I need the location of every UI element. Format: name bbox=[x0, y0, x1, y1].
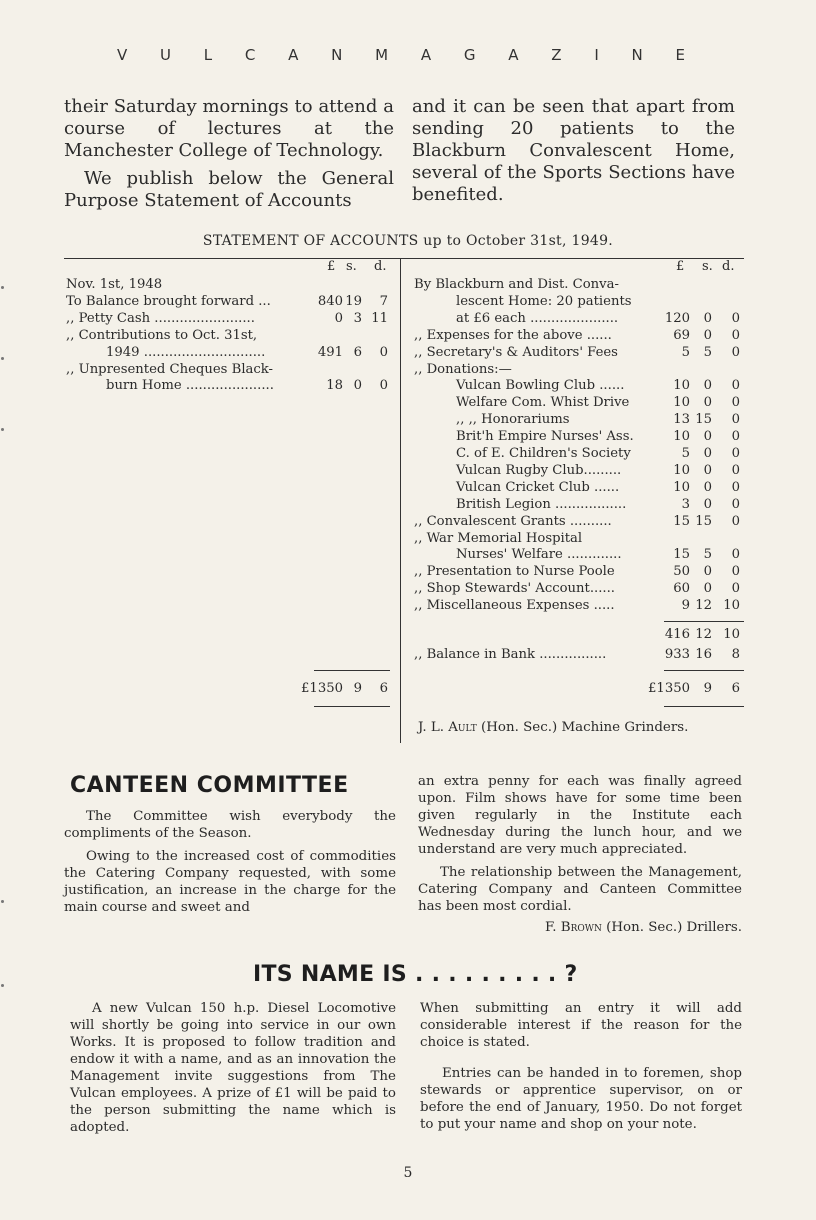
receipt-amount-pounds: 18 bbox=[326, 378, 343, 394]
receipt-line: burn Home ..................... bbox=[106, 378, 274, 394]
payment-amount-shillings: 0 bbox=[703, 395, 712, 411]
payment-amount-shillings: 0 bbox=[703, 310, 712, 326]
payment-line: C. of E. Children's Society bbox=[456, 446, 631, 461]
payment-line: Vulcan Cricket Club ...... bbox=[456, 479, 620, 495]
payment-amount-pence: 10 bbox=[723, 598, 740, 614]
receipts-total-pence: 6 bbox=[379, 681, 388, 696]
payments-subtotal-rule bbox=[664, 670, 744, 671]
payment-line: ,, ,, Honorariums bbox=[456, 412, 570, 428]
payment-line: lescent Home: 20 patients bbox=[456, 293, 632, 309]
payment-line: By Blackburn and Dist. Conva- bbox=[414, 277, 619, 292]
canteen-heading: CANTEEN COMMITTEE bbox=[70, 773, 349, 798]
payment-line: ,, Convalescent Grants .......... bbox=[414, 513, 612, 529]
payment-amount-pounds: 10 bbox=[673, 429, 690, 445]
name-contest-left-column bbox=[70, 1000, 396, 1136]
payment-amount-pounds: 3 bbox=[681, 496, 690, 512]
receipt-amount-shillings: 19 bbox=[345, 293, 362, 309]
receipt-amount-shillings: 6 bbox=[353, 344, 362, 360]
payment-amount-shillings: 0 bbox=[703, 496, 712, 512]
margin-mark bbox=[1, 984, 4, 987]
margin-mark bbox=[1, 900, 4, 903]
payment-amount-pounds: 15 bbox=[673, 547, 690, 563]
payment-amount-pence: 0 bbox=[731, 496, 740, 512]
receipt-line: To Balance brought forward ... bbox=[66, 293, 271, 309]
payment-amount-pence: 0 bbox=[731, 395, 740, 411]
payment-amount-pounds: 5 bbox=[681, 344, 690, 360]
payment-line: ,, Presentation to Nurse Poole bbox=[414, 564, 615, 580]
receipts-total-rule bbox=[314, 670, 390, 671]
payment-line: British Legion ................. bbox=[456, 496, 627, 512]
payment-amount-pence: 0 bbox=[731, 310, 740, 326]
payment-amount-pence: 0 bbox=[731, 429, 740, 445]
intro-right-paragraph-1: and it can be seen that apart from sending 20 patients to the Blackburn Convalescent Home, several of the Sports Sections have benefited. bbox=[412, 96, 735, 205]
name-contest-paragraph-3: Entries can be handed in to foremen, shop stewards or apprentice supervisor, on or before the end of January, 1950. Do not forget to put your name and shop on your note. bbox=[420, 1066, 742, 1132]
accounts-signature-role: (Hon. Sec.) Machine Grinders. bbox=[476, 720, 689, 735]
payment-amount-pounds: 10 bbox=[673, 479, 690, 495]
payment-amount-shillings: 0 bbox=[703, 429, 712, 445]
payment-line: ,, Miscellaneous Expenses ..... bbox=[414, 598, 615, 614]
receipts-shillings-header: s. bbox=[346, 259, 357, 274]
receipt-amount-pounds: 491 bbox=[317, 344, 343, 360]
payments-pounds-header: £ bbox=[676, 259, 685, 274]
canteen-paragraph-3: an extra penny for each was finally agreed upon. Film shows have for some time been given regularly in the Institute each Wednesday during the lunch hour, and we understand are very much appreciated. bbox=[418, 774, 742, 857]
payment-line: ,, Shop Stewards' Account...... bbox=[414, 581, 615, 597]
payment-amount-shillings: 0 bbox=[703, 581, 712, 597]
payment-amount-pounds: 10 bbox=[673, 378, 690, 394]
payments-shillings-header: s. bbox=[702, 259, 713, 274]
balance-in-bank-line: ,, Balance in Bank ................ bbox=[414, 647, 607, 662]
accounts-signature bbox=[418, 720, 688, 737]
intro-left-paragraph-1: their Saturday mornings to attend a course of lectures at the Manchester College of Technology. bbox=[64, 96, 394, 161]
payment-amount-shillings: 0 bbox=[703, 462, 712, 478]
payment-amount-pence: 0 bbox=[731, 547, 740, 563]
payment-line: Vulcan Rugby Club......... bbox=[456, 462, 622, 478]
payment-amount-shillings: 0 bbox=[703, 479, 712, 495]
name-contest-right-column bbox=[420, 1000, 742, 1133]
payment-line: ,, Donations:— bbox=[414, 361, 512, 377]
payment-amount-pence: 0 bbox=[731, 462, 740, 478]
payments-subtotal-rule bbox=[664, 706, 744, 707]
payment-line: ,, War Memorial Hospital bbox=[414, 530, 583, 546]
payment-line: Nurses' Welfare ............. bbox=[456, 547, 622, 563]
receipt-amount-pence: 0 bbox=[379, 344, 388, 360]
payment-amount-shillings: 0 bbox=[703, 378, 712, 394]
name-contest-paragraph-2: When submitting an entry it will add considerable interest if the reason for the choice is stated. bbox=[420, 1001, 742, 1050]
payment-amount-pence: 0 bbox=[731, 412, 740, 428]
payment-amount-pence: 0 bbox=[731, 564, 740, 580]
payment-amount-pounds: 50 bbox=[673, 564, 690, 580]
payment-line: Brit'h Empire Nurses' Ass. bbox=[456, 429, 634, 445]
payment-amount-shillings: 0 bbox=[703, 327, 712, 343]
payment-amount-shillings: 5 bbox=[703, 547, 712, 563]
balance-in-bank-pence: 8 bbox=[731, 647, 740, 662]
payment-line: ,, Expenses for the above ...... bbox=[414, 327, 612, 343]
payment-amount-shillings: 15 bbox=[695, 412, 712, 428]
payment-line: Welfare Com. Whist Drive bbox=[456, 395, 630, 411]
payment-amount-pounds: 69 bbox=[673, 327, 690, 343]
balance-in-bank-pounds: 933 bbox=[664, 647, 690, 662]
receipt-amount-shillings: 0 bbox=[353, 378, 362, 394]
magazine-header: V U L C A N M A G A Z I N E bbox=[116, 46, 700, 64]
receipt-amount-pounds: 840 bbox=[317, 293, 343, 309]
payments-subtotal-rule bbox=[664, 621, 744, 622]
payment-amount-pence: 0 bbox=[731, 446, 740, 461]
balance-in-bank-shillings: 16 bbox=[695, 647, 712, 662]
payment-amount-shillings: 12 bbox=[695, 598, 712, 614]
canteen-signature-role: (Hon. Sec.) Drillers. bbox=[606, 920, 742, 935]
receipt-amount-pence: 11 bbox=[371, 310, 388, 326]
payment-amount-pence: 0 bbox=[731, 479, 740, 495]
canteen-left-column bbox=[64, 808, 396, 916]
payment-amount-pence: 0 bbox=[731, 581, 740, 597]
canteen-signature bbox=[480, 920, 742, 935]
receipt-line: ,, Contributions to Oct. 31st, bbox=[66, 327, 258, 343]
canteen-paragraph-1: The Committee wish everybody the compliments of the Season. bbox=[64, 809, 396, 841]
payment-amount-pounds: 10 bbox=[673, 395, 690, 411]
canteen-paragraph-4: The relationship between the Management, Catering Company and Canteen Committee has been most cordial. bbox=[418, 865, 742, 914]
receipt-line: ,, Petty Cash ........................ bbox=[66, 310, 255, 326]
payment-amount-pence: 0 bbox=[731, 327, 740, 343]
payments-subtotal-pounds: 416 bbox=[664, 627, 690, 642]
canteen-paragraph-2: Owing to the increased cost of commodities the Catering Company requested, with some justification, an increase in the charge for the main course and sweet and bbox=[64, 849, 396, 915]
canteen-right-column bbox=[418, 773, 742, 915]
payment-amount-pounds: 10 bbox=[673, 462, 690, 478]
payments-total-pence: 6 bbox=[731, 681, 740, 696]
payments-pence-header: d. bbox=[722, 259, 735, 274]
name-contest-paragraph-1: A new Vulcan 150 h.p. Diesel Locomotive will shortly be going into service in our own Works. It is proposed to follow tradition and endow it with a name, and as an innovation the Management invite suggestions from The Vulcan employees. A prize of £1 will be paid to the person submitting the name which is adopted. bbox=[70, 1001, 396, 1135]
payment-line: at £6 each ..................... bbox=[456, 310, 619, 326]
receipts-total-rule bbox=[314, 706, 390, 707]
payment-amount-shillings: 5 bbox=[703, 344, 712, 360]
payments-total-pounds: £1350 bbox=[648, 681, 690, 696]
name-contest-heading: ITS NAME IS . . . . . . . . . ? bbox=[253, 962, 578, 987]
receipt-line: Nov. 1st, 1948 bbox=[66, 277, 163, 292]
receipts-total-shillings: 9 bbox=[353, 681, 362, 696]
payment-amount-pounds: 15 bbox=[673, 513, 690, 529]
page-number: 5 bbox=[403, 1165, 413, 1181]
payment-amount-pence: 0 bbox=[731, 378, 740, 394]
receipts-pence-header: d. bbox=[374, 259, 387, 274]
payment-amount-pounds: 9 bbox=[681, 598, 690, 614]
receipt-line: 1949 ............................. bbox=[106, 344, 266, 360]
payment-amount-pounds: 13 bbox=[673, 412, 690, 428]
payment-line: Vulcan Bowling Club ...... bbox=[456, 378, 625, 394]
receipt-amount-pence: 0 bbox=[379, 378, 388, 394]
payment-amount-pence: 0 bbox=[731, 513, 740, 529]
payment-amount-shillings: 0 bbox=[703, 564, 712, 580]
margin-mark bbox=[1, 286, 4, 289]
margin-mark bbox=[1, 428, 4, 431]
payment-amount-shillings: 15 bbox=[695, 513, 712, 529]
payments-subtotal-shillings: 12 bbox=[695, 627, 712, 642]
accounts-signature-name: J. L. Ault bbox=[418, 720, 477, 735]
statement-title: STATEMENT OF ACCOUNTS up to October 31st, 1949. bbox=[202, 233, 614, 249]
receipt-amount-shillings: 3 bbox=[353, 310, 362, 326]
intro-left-paragraph-2: We publish below the General Purpose Statement of Accounts bbox=[64, 168, 394, 211]
receipt-line: ,, Unpresented Cheques Black- bbox=[66, 361, 273, 377]
receipt-amount-pounds: 0 bbox=[334, 310, 343, 326]
receipts-pounds-header: £ bbox=[327, 259, 336, 274]
payment-amount-pounds: 60 bbox=[673, 581, 690, 597]
margin-mark bbox=[1, 357, 4, 360]
receipts-total-pounds: £1350 bbox=[301, 681, 343, 696]
payments-subtotal-pence: 10 bbox=[723, 627, 740, 642]
payment-amount-shillings: 0 bbox=[703, 446, 712, 461]
payments-total-shillings: 9 bbox=[703, 681, 712, 696]
payment-line: ,, Secretary's & Auditors' Fees bbox=[414, 344, 618, 360]
payment-amount-pounds: 120 bbox=[664, 310, 690, 326]
payment-amount-pence: 0 bbox=[731, 344, 740, 360]
receipt-amount-pence: 7 bbox=[379, 293, 388, 309]
payment-amount-pounds: 5 bbox=[681, 446, 690, 461]
canteen-signature-name: F. Brown bbox=[545, 920, 602, 935]
